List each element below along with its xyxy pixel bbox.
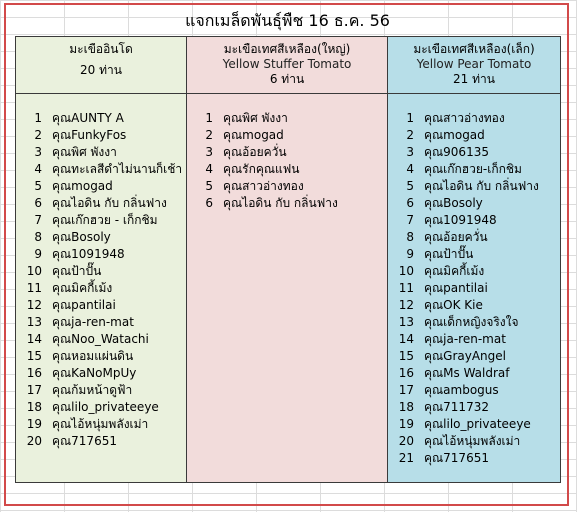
list-item: [388, 195, 560, 212]
item-number: 6: [205, 196, 213, 210]
list-item: [388, 297, 560, 314]
recipient-name: คุณmogad: [52, 179, 113, 193]
recipient-name: คุณAUNTY A: [52, 111, 124, 125]
recipient-name: คุณja-ren-mat: [424, 332, 506, 346]
recipient-name: คุณไอดิน กับ กลิ่นฟาง: [52, 196, 167, 210]
recipient-list: [16, 94, 186, 450]
list-item: [388, 416, 560, 433]
recipient-name: คุณambogus: [424, 383, 499, 397]
list-item: [388, 229, 560, 246]
recipient-name: คุณMs Waldraf: [424, 366, 510, 380]
list-item: [16, 280, 186, 297]
item-number: 2: [205, 128, 213, 142]
item-number: 12: [398, 298, 414, 312]
list-item: [16, 144, 186, 161]
item-number: 20: [26, 434, 42, 448]
list-item: [388, 433, 560, 450]
item-number: 5: [406, 179, 414, 193]
recipient-name: คุณ1091948: [424, 213, 497, 227]
item-number: 3: [205, 145, 213, 159]
column-header: [16, 37, 186, 94]
item-number: 13: [398, 315, 414, 329]
item-number: 11: [398, 281, 414, 295]
item-number: 1: [406, 111, 414, 125]
list-item: [16, 212, 186, 229]
item-number: 3: [34, 145, 42, 159]
list-item: [388, 144, 560, 161]
item-number: 18: [26, 400, 42, 414]
column-header: [187, 37, 387, 94]
recipient-name: คุณpantilai: [424, 281, 488, 295]
list-item: [16, 195, 186, 212]
item-number: 20: [398, 434, 414, 448]
list-item: [16, 229, 186, 246]
recipient-list: [187, 94, 387, 212]
column-title: มะเขือเทศสีเหลือง(เล็ก): [413, 42, 535, 56]
recipient-name: คุณmogad: [424, 128, 485, 142]
recipient-name: คุณไอดิน กับ กลิ่นฟาง: [424, 179, 539, 193]
list-item: [16, 178, 186, 195]
item-number: 1: [34, 111, 42, 125]
recipient-name: คุณpantilai: [52, 298, 116, 312]
list-item: [388, 263, 560, 280]
item-number: 4: [34, 162, 42, 176]
recipient-name: คุณป้าปั๊น: [424, 247, 474, 261]
column-yellow-pear-tomato: [388, 37, 560, 482]
item-number: 12: [26, 298, 42, 312]
column-subtitle: Yellow Stuffer Tomato: [222, 57, 352, 71]
recipient-name: คุณ711732: [424, 400, 489, 414]
item-number: 14: [26, 332, 42, 346]
item-number: 2: [34, 128, 42, 142]
recipient-name: คุณBosoly: [52, 230, 111, 244]
item-number: 18: [398, 400, 414, 414]
recipient-name: คุณ906135: [424, 145, 489, 159]
list-item: [388, 382, 560, 399]
list-item: [388, 331, 560, 348]
column-title: มะเขือเทศสีเหลือง(ใหญ่): [223, 42, 351, 56]
list-item: [388, 450, 560, 467]
recipient-name: คุณอ้อยควั่น: [223, 145, 287, 159]
list-item: [16, 246, 186, 263]
recipient-name: คุณไอดิน กับ กลิ่นฟาง: [223, 196, 338, 210]
recipient-name: คุณรักคุณแฟน: [223, 162, 300, 176]
list-item: [16, 331, 186, 348]
list-item: [388, 110, 560, 127]
recipient-name: คุณทะเลสีดำไม่นานก็เช้า: [52, 162, 183, 176]
recipient-name: คุณเก๊กฮวย-เก็กชิม: [424, 162, 522, 176]
item-number: 4: [406, 162, 414, 176]
list-item: [187, 195, 387, 212]
recipient-name: คุณเก๊กฮวย - เก็กชิม: [52, 213, 158, 227]
recipient-name: คุณBosoly: [424, 196, 483, 210]
item-number: 19: [26, 417, 42, 431]
item-number: 15: [26, 349, 42, 363]
column-indo-eggplant: [16, 37, 187, 482]
list-item: [16, 365, 186, 382]
item-number: 5: [34, 179, 42, 193]
list-item: [388, 348, 560, 365]
recipient-list: [388, 94, 560, 467]
list-item: [16, 127, 186, 144]
item-number: 9: [406, 247, 414, 261]
item-number: 10: [398, 264, 414, 278]
item-number: 8: [406, 230, 414, 244]
list-item: [388, 365, 560, 382]
item-number: 1: [205, 111, 213, 125]
item-number: 10: [26, 264, 42, 278]
column-count: 20 ท่าน: [80, 63, 122, 77]
item-number: 16: [398, 366, 414, 380]
item-number: 5: [205, 179, 213, 193]
list-item: [187, 178, 387, 195]
list-item: [388, 161, 560, 178]
list-item: [16, 348, 186, 365]
recipient-name: คุณKaNoMpUy: [52, 366, 137, 380]
seed-distribution-table: [15, 36, 561, 483]
list-item: [388, 127, 560, 144]
item-number: 21: [398, 451, 414, 465]
recipient-name: คุณอ้อยควั่น: [424, 230, 488, 244]
item-number: 15: [398, 349, 414, 363]
item-number: 7: [34, 213, 42, 227]
recipient-name: คุณja-ren-mat: [52, 315, 134, 329]
recipient-name: คุณGrayAngel: [424, 349, 506, 363]
list-item: [16, 314, 186, 331]
list-item: [16, 161, 186, 178]
list-item: [16, 416, 186, 433]
item-number: 19: [398, 417, 414, 431]
recipient-name: คุณOK Kie: [424, 298, 483, 312]
recipient-name: คุณก้มหน้าดูฟ้า: [52, 383, 133, 397]
list-item: [388, 314, 560, 331]
list-item: [16, 263, 186, 280]
list-item: [388, 212, 560, 229]
list-item: [388, 280, 560, 297]
list-item: [16, 110, 186, 127]
list-item: [388, 178, 560, 195]
item-number: 7: [406, 213, 414, 227]
column-count: 21 ท่าน: [453, 72, 495, 86]
recipient-name: คุณlilo_privateeye: [52, 400, 159, 414]
recipient-name: คุณFunkyFos: [52, 128, 127, 142]
item-number: 13: [26, 315, 42, 329]
item-number: 6: [406, 196, 414, 210]
item-number: 16: [26, 366, 42, 380]
item-number: 11: [26, 281, 42, 295]
item-number: 8: [34, 230, 42, 244]
recipient-name: คุณสาวอ่างทอง: [424, 111, 505, 125]
recipient-name: คุณป้าปั๊น: [52, 264, 102, 278]
item-number: 3: [406, 145, 414, 159]
column-subtitle: Yellow Pear Tomato: [416, 57, 532, 71]
recipient-name: คุณพิศ พังงา: [223, 111, 288, 125]
item-number: 17: [26, 383, 42, 397]
list-item: [187, 161, 387, 178]
item-number: 4: [205, 162, 213, 176]
recipient-name: คุณ1091948: [52, 247, 125, 261]
recipient-name: คุณสาวอ่างทอง: [223, 179, 304, 193]
list-item: [16, 297, 186, 314]
recipient-name: คุณหอมแผ่นดิน: [52, 349, 134, 363]
recipient-name: คุณmogad: [223, 128, 284, 142]
recipient-name: คุณไอ้หนุ่มพลังเม่า: [52, 417, 149, 431]
list-item: [187, 127, 387, 144]
list-item: [388, 246, 560, 263]
recipient-name: คุณ717651: [52, 434, 117, 448]
column-yellow-stuffer-tomato: [187, 37, 388, 482]
recipient-name: คุณNoo_Watachi: [52, 332, 149, 346]
recipient-name: คุณเด็กหญิงจริงใจ: [424, 315, 519, 329]
recipient-name: คุณ717651: [424, 451, 489, 465]
column-title: มะเขืออินโด: [69, 42, 133, 56]
recipient-name: คุณไอ้หนุ่มพลังเม่า: [424, 434, 521, 448]
list-item: [388, 399, 560, 416]
recipient-name: คุณมิคกี้เม้ง: [424, 264, 485, 278]
list-item: [187, 110, 387, 127]
recipient-name: คุณพิศ พังงา: [52, 145, 117, 159]
item-number: 9: [34, 247, 42, 261]
item-number: 2: [406, 128, 414, 142]
item-number: 17: [398, 383, 414, 397]
list-item: [187, 144, 387, 161]
list-item: [16, 382, 186, 399]
recipient-name: คุณlilo_privateeye: [424, 417, 531, 431]
recipient-name: คุณมิคกี้เม้ง: [52, 281, 113, 295]
item-number: 6: [34, 196, 42, 210]
list-item: [16, 433, 186, 450]
column-header: [388, 37, 560, 94]
list-item: [16, 399, 186, 416]
page-title: แจกเมล็ดพันธุ์พืช 16 ธ.ค. 56: [185, 11, 390, 30]
item-number: 14: [398, 332, 414, 346]
column-count: 6 ท่าน: [269, 72, 305, 86]
